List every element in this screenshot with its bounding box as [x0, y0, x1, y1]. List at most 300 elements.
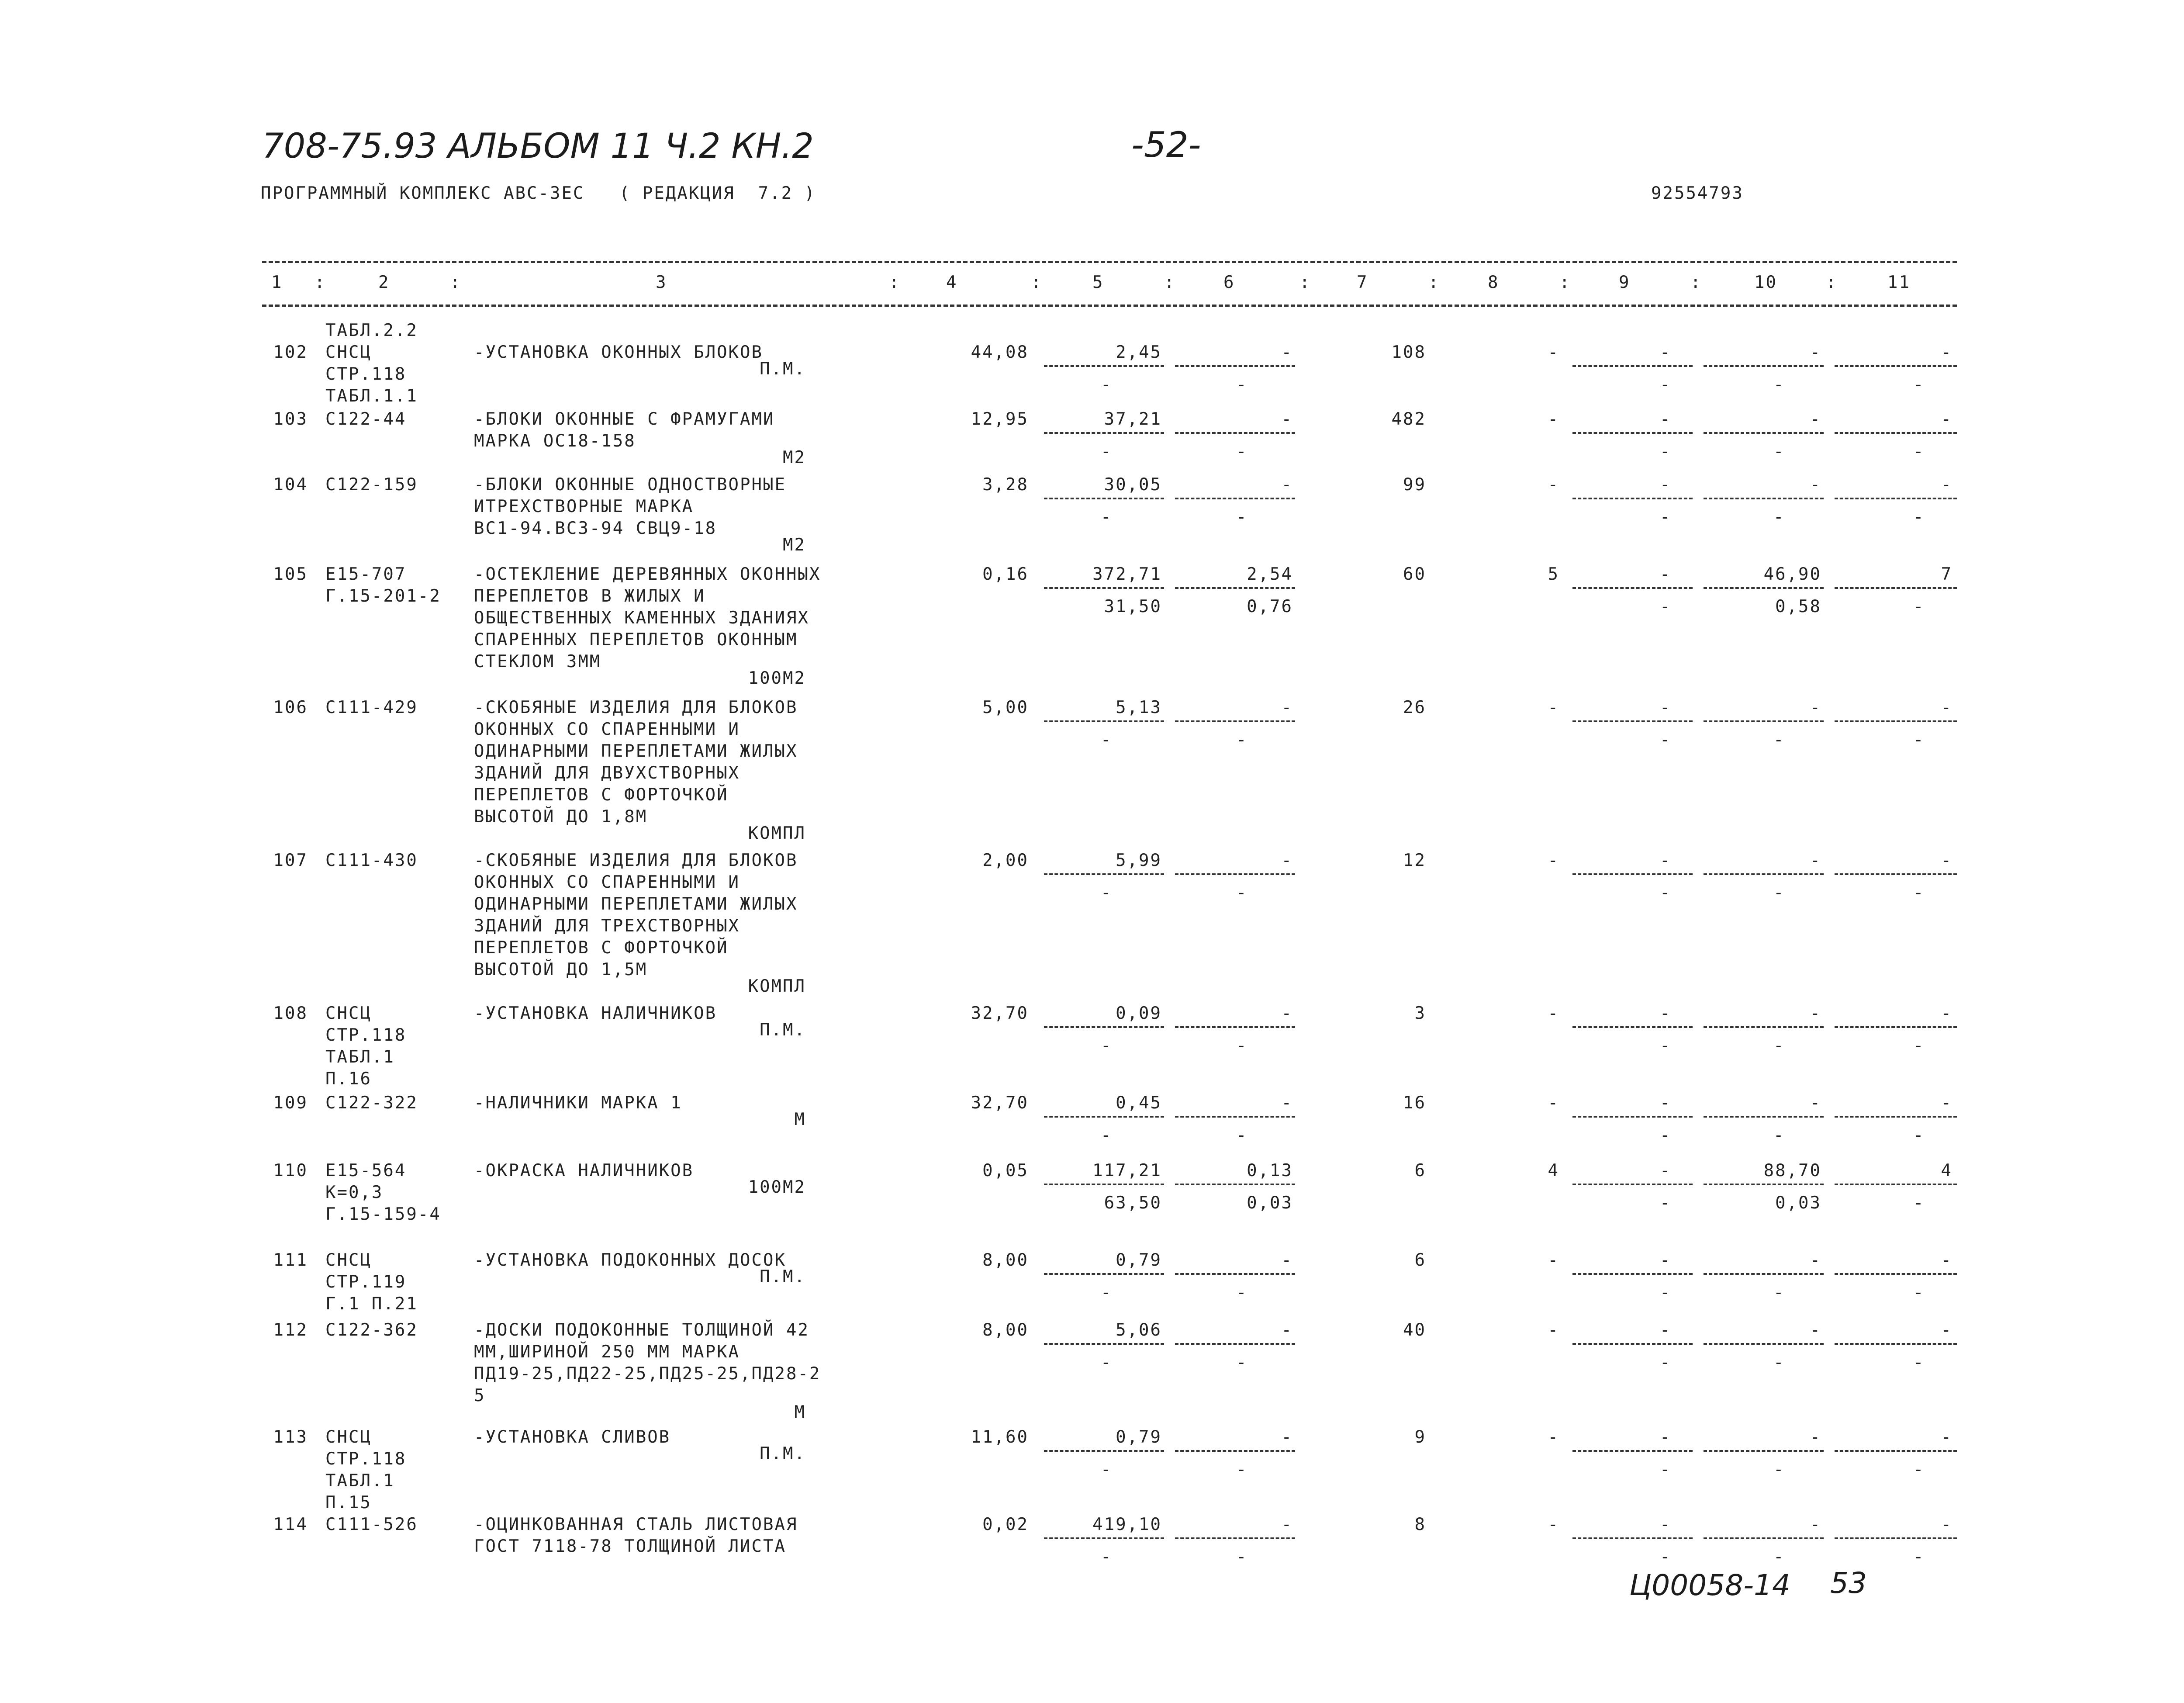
value-separator-rule — [1175, 1273, 1295, 1275]
value-separator-rule — [1175, 1184, 1295, 1185]
row-description: -СКОБЯНЫЕ ИЗДЕЛИЯ ДЛЯ БЛОКОВ — [474, 698, 798, 717]
row-description: ОДИНАРНЫМИ ПЕРЕПЛЕТАМИ ЖИЛЫХ — [474, 894, 798, 914]
col6-secondary-dash: - — [1236, 1547, 1248, 1567]
row-number: 108 — [273, 1004, 308, 1023]
row-number: 110 — [273, 1161, 308, 1180]
value-separator-rule — [1704, 720, 1824, 722]
row-code: СНСЦ — [325, 1427, 372, 1447]
value-separator-rule — [1572, 1026, 1693, 1028]
row-description: ВЫСОТОЙ ДО 1,5М — [474, 960, 648, 980]
row-unit: М2 — [783, 535, 806, 555]
row-number: 112 — [273, 1320, 308, 1340]
value-separator-rule — [1835, 1273, 1957, 1275]
row-code: Г.1 П.21 — [325, 1294, 418, 1314]
col11-value: - — [1941, 1093, 1952, 1113]
col5-value: 0,09 — [1116, 1004, 1162, 1023]
col6-value: 0,13 — [1247, 1161, 1293, 1180]
col6-secondary-value: 0,03 — [1247, 1193, 1293, 1213]
col10-secondary-dash: - — [1773, 1460, 1785, 1479]
row-description: ОКОННЫХ СО СПАРЕННЫМИ И — [474, 872, 740, 892]
col11-secondary-dash: - — [1913, 1036, 1925, 1056]
col9-secondary-dash: - — [1660, 883, 1672, 903]
col5-value: 0,79 — [1116, 1250, 1162, 1270]
value-separator-rule — [1044, 587, 1164, 589]
row-description: 5 — [474, 1386, 486, 1405]
col6-value: - — [1281, 409, 1293, 429]
col10-value: - — [1810, 1250, 1821, 1270]
row-code: ТАБЛ.1.1 — [325, 386, 418, 406]
row-unit: 100М2 — [748, 668, 806, 688]
col10-value: - — [1810, 1320, 1821, 1340]
value-separator-rule — [1835, 1537, 1957, 1539]
col6-value: - — [1281, 343, 1293, 362]
value-separator-rule — [1572, 873, 1693, 875]
row-code: Е15-707 — [325, 564, 407, 584]
col5-value: 30,05 — [1104, 475, 1162, 495]
col9-secondary-dash: - — [1660, 1036, 1672, 1056]
col9-secondary-dash: - — [1660, 1283, 1672, 1302]
column-separator: : — [314, 273, 326, 292]
row-unit: М — [794, 1402, 806, 1422]
col5-secondary-dash: - — [1101, 375, 1113, 395]
value-separator-rule — [1572, 1273, 1693, 1275]
row-unit: КОМПЛ — [748, 824, 806, 843]
column-header-7: 7 — [1357, 273, 1368, 292]
col5-secondary-dash: - — [1101, 1036, 1113, 1056]
value-separator-rule — [1835, 720, 1957, 722]
col7-value: 12 — [1403, 851, 1426, 870]
value-separator-rule — [1572, 1537, 1693, 1539]
row-code: С111-430 — [325, 851, 418, 870]
col5-secondary-dash: - — [1101, 730, 1113, 750]
col10-secondary-dash: - — [1773, 1036, 1785, 1056]
col9-secondary-dash: - — [1660, 375, 1672, 395]
row-code: П.16 — [325, 1069, 372, 1089]
col6-value: - — [1281, 1004, 1293, 1023]
col11-value: - — [1941, 1515, 1952, 1534]
col8-value: - — [1548, 1004, 1559, 1023]
col11-value: - — [1941, 1427, 1952, 1447]
row-description: -БЛОКИ ОКОННЫЕ ОДНОСТВОРНЫЕ — [474, 475, 786, 495]
column-header-10: 10 — [1754, 273, 1777, 292]
col8-value: 5 — [1548, 564, 1559, 584]
col11-secondary-dash: - — [1913, 1460, 1925, 1479]
row-description: -ОСТЕКЛЕНИЕ ДЕРЕВЯННЫХ ОКОННЫХ — [474, 564, 821, 584]
row-code: ТАБЛ.1 — [325, 1047, 395, 1067]
col5-secondary-value: 63,50 — [1104, 1193, 1162, 1213]
col11-secondary-dash: - — [1913, 442, 1925, 461]
col4-value: 11,60 — [971, 1427, 1029, 1447]
row-code: СТР.118 — [325, 1025, 407, 1045]
col9-secondary-dash: - — [1660, 597, 1672, 616]
col7-value: 6 — [1414, 1161, 1426, 1180]
col10-value: 88,70 — [1763, 1161, 1821, 1180]
row-code: СНСЦ — [325, 1004, 372, 1023]
col9-secondary-dash: - — [1660, 1547, 1672, 1567]
value-separator-rule — [1175, 498, 1295, 499]
col5-secondary-value: 31,50 — [1104, 597, 1162, 616]
row-number: 114 — [273, 1515, 308, 1534]
col4-value: 32,70 — [971, 1093, 1029, 1113]
col9-secondary-dash: - — [1660, 442, 1672, 461]
handwritten-page-number: 53 — [1830, 1566, 1867, 1600]
col5-value: 5,13 — [1116, 698, 1162, 717]
col9-secondary-dash: - — [1660, 1353, 1672, 1372]
row-unit: П.М. — [760, 1267, 806, 1287]
row-number: 106 — [273, 698, 308, 717]
col8-value: 4 — [1548, 1161, 1559, 1180]
value-separator-rule — [1175, 1026, 1295, 1028]
row-description: -НАЛИЧНИКИ МАРКА 1 — [474, 1093, 682, 1113]
row-code: СНСЦ — [325, 343, 372, 362]
col5-secondary-dash: - — [1101, 442, 1113, 461]
col8-value: - — [1548, 475, 1559, 495]
col4-value: 12,95 — [971, 409, 1029, 429]
value-separator-rule — [1704, 1273, 1824, 1275]
column-separator: : — [1559, 273, 1571, 292]
col10-value: - — [1810, 851, 1821, 870]
col8-value: - — [1548, 851, 1559, 870]
col8-value: - — [1548, 1515, 1559, 1534]
col6-value: 2,54 — [1247, 564, 1293, 584]
col9-secondary-dash: - — [1660, 1193, 1672, 1213]
col10-secondary-dash: - — [1773, 507, 1785, 527]
col10-value: 46,90 — [1763, 564, 1821, 584]
column-header-3: 3 — [656, 273, 667, 292]
col11-secondary-dash: - — [1913, 507, 1925, 527]
value-separator-rule — [1704, 873, 1824, 875]
col6-secondary-dash: - — [1236, 507, 1248, 527]
col10-value: - — [1810, 475, 1821, 495]
row-code: С111-429 — [325, 698, 418, 717]
col9-value: - — [1660, 1515, 1672, 1534]
column-header-6: 6 — [1223, 273, 1235, 292]
col9-value: - — [1660, 698, 1672, 717]
col4-value: 5,00 — [982, 698, 1029, 717]
value-separator-rule — [1704, 432, 1824, 434]
row-description: ЗДАНИЙ ДЛЯ ДВУХСТВОРНЫХ — [474, 763, 740, 783]
value-separator-rule — [1572, 1343, 1693, 1345]
col11-secondary-dash: - — [1913, 1353, 1925, 1372]
value-separator-rule — [1044, 720, 1164, 722]
col6-secondary-dash: - — [1236, 1125, 1248, 1145]
col6-value: - — [1281, 1093, 1293, 1113]
col6-value: - — [1281, 1427, 1293, 1447]
column-header-1: 1 — [271, 273, 283, 292]
col5-secondary-dash: - — [1101, 1125, 1113, 1145]
row-number: 104 — [273, 475, 308, 495]
row-code: С122-44 — [325, 409, 407, 429]
value-separator-rule — [1044, 1273, 1164, 1275]
col10-secondary-dash: - — [1773, 1353, 1785, 1372]
row-description: -ДОСКИ ПОДОКОННЫЕ ТОЛЩИНОЙ 42 — [474, 1320, 809, 1340]
col4-value: 3,28 — [982, 475, 1029, 495]
row-description: -БЛОКИ ОКОННЫЕ С ФРАМУГАМИ — [474, 409, 775, 429]
col6-value: - — [1281, 1250, 1293, 1270]
col9-secondary-dash: - — [1660, 1460, 1672, 1479]
col10-secondary-dash: - — [1773, 730, 1785, 750]
column-separator: : — [1299, 273, 1311, 292]
col10-value: - — [1810, 1515, 1821, 1534]
row-code: С122-322 — [325, 1093, 418, 1113]
col4-value: 44,08 — [971, 343, 1029, 362]
row-description: ПЕРЕПЛЕТОВ В ЖИЛЫХ И — [474, 586, 705, 606]
value-separator-rule — [1835, 587, 1957, 589]
row-code: Е15-564 — [325, 1161, 407, 1180]
value-separator-rule — [1572, 365, 1693, 367]
col5-secondary-dash: - — [1101, 1460, 1113, 1479]
value-separator-rule — [1044, 873, 1164, 875]
col4-value: 0,05 — [982, 1161, 1029, 1180]
row-description: -УСТАНОВКА НАЛИЧНИКОВ — [474, 1004, 717, 1023]
col4-value: 8,00 — [982, 1250, 1029, 1270]
value-separator-rule — [1175, 432, 1295, 434]
value-separator-rule — [1704, 498, 1824, 499]
row-description: -ОКРАСКА НАЛИЧНИКОВ — [474, 1161, 694, 1180]
col10-value: - — [1810, 1093, 1821, 1113]
column-separator: : — [1031, 273, 1043, 292]
col5-value: 117,21 — [1092, 1161, 1162, 1180]
value-separator-rule — [1044, 365, 1164, 367]
col8-value: - — [1548, 1250, 1559, 1270]
value-separator-rule — [1704, 1343, 1824, 1345]
col9-secondary-dash: - — [1660, 730, 1672, 750]
value-separator-rule — [1044, 1026, 1164, 1028]
col10-secondary-dash: - — [1773, 1547, 1785, 1567]
value-separator-rule — [1835, 873, 1957, 875]
col8-value: - — [1548, 343, 1559, 362]
row-code: СТР.119 — [325, 1272, 407, 1292]
col11-value: - — [1941, 475, 1952, 495]
col9-value: - — [1660, 564, 1672, 584]
row-unit: М — [794, 1110, 806, 1129]
col6-secondary-dash: - — [1236, 442, 1248, 461]
col5-secondary-dash: - — [1101, 883, 1113, 903]
col6-secondary-value: 0,76 — [1247, 597, 1293, 616]
column-separator: : — [1428, 273, 1440, 292]
col11-value: - — [1941, 1320, 1952, 1340]
row-description: ВС1-94.ВС3-94 СВЦ9-18 — [474, 519, 717, 538]
col5-value: 0,79 — [1116, 1427, 1162, 1447]
col7-value: 60 — [1403, 564, 1426, 584]
row-code: ТАБЛ.1 — [325, 1471, 395, 1491]
col6-value: - — [1281, 698, 1293, 717]
col9-secondary-dash: - — [1660, 1125, 1672, 1145]
col10-secondary-value: 0,03 — [1775, 1193, 1821, 1213]
value-separator-rule — [1572, 587, 1693, 589]
col11-value: 7 — [1941, 564, 1952, 584]
col7-value: 16 — [1403, 1093, 1426, 1113]
col8-value: - — [1548, 1093, 1559, 1113]
value-separator-rule — [1572, 1450, 1693, 1452]
value-separator-rule — [1835, 432, 1957, 434]
col7-value: 482 — [1391, 409, 1426, 429]
col11-secondary-dash: - — [1913, 1193, 1925, 1213]
col6-secondary-dash: - — [1236, 1036, 1248, 1056]
column-header-2: 2 — [378, 273, 390, 292]
col8-value: - — [1548, 1320, 1559, 1340]
col10-value: - — [1810, 1004, 1821, 1023]
row-description: СТЕКЛОМ 3ММ — [474, 652, 601, 672]
value-separator-rule — [1572, 1184, 1693, 1185]
row-unit: П.М. — [760, 1020, 806, 1040]
col9-value: - — [1660, 1004, 1672, 1023]
value-separator-rule — [1175, 873, 1295, 875]
col6-value: - — [1281, 851, 1293, 870]
row-code: С111-526 — [325, 1515, 418, 1534]
row-number: 107 — [273, 851, 308, 870]
row-code: СНСЦ — [325, 1250, 372, 1270]
value-separator-rule — [1704, 1026, 1824, 1028]
row-description: -УСТАНОВКА ПОДОКОННЫХ ДОСОК — [474, 1250, 786, 1270]
col11-secondary-dash: - — [1913, 1125, 1925, 1145]
column-separator: : — [1826, 273, 1838, 292]
value-separator-rule — [1835, 498, 1957, 499]
col10-secondary-dash: - — [1773, 1125, 1785, 1145]
row-unit: П.М. — [760, 359, 806, 379]
col9-value: - — [1660, 1093, 1672, 1113]
value-separator-rule — [1175, 1450, 1295, 1452]
row-code: СТР.118 — [325, 364, 407, 384]
row-pre-label: ТАБЛ.2.2 — [325, 321, 418, 340]
row-number: 102 — [273, 343, 308, 362]
col5-value: 5,06 — [1116, 1320, 1162, 1340]
col7-value: 99 — [1403, 475, 1426, 495]
value-separator-rule — [1572, 432, 1693, 434]
col5-value: 37,21 — [1104, 409, 1162, 429]
column-header-9: 9 — [1619, 273, 1631, 292]
value-separator-rule — [1044, 1184, 1164, 1185]
program-line: ПРОГРАММНЫЙ КОМПЛЕКС АВС-3ЕС ( РЕДАКЦИЯ 7.2 ) — [261, 183, 816, 203]
col11-secondary-dash: - — [1913, 1283, 1925, 1302]
col10-value: - — [1810, 1427, 1821, 1447]
page-marker: -52- — [1131, 125, 1201, 165]
row-description: -УСТАНОВКА ОКОННЫХ БЛОКОВ — [474, 343, 763, 362]
value-separator-rule — [1044, 1450, 1164, 1452]
col6-secondary-dash: - — [1236, 730, 1248, 750]
value-separator-rule — [1835, 1450, 1957, 1452]
col11-value: - — [1941, 851, 1952, 870]
value-separator-rule — [1835, 1116, 1957, 1118]
col4-value: 0,02 — [982, 1515, 1029, 1534]
col5-secondary-dash: - — [1101, 1353, 1113, 1372]
col9-value: - — [1660, 343, 1672, 362]
row-number: 109 — [273, 1093, 308, 1113]
value-separator-rule — [1572, 498, 1693, 499]
col5-secondary-dash: - — [1101, 1283, 1113, 1302]
column-separator: : — [1164, 273, 1176, 292]
col11-value: - — [1941, 1250, 1952, 1270]
col7-value: 26 — [1403, 698, 1426, 717]
col5-value: 0,45 — [1116, 1093, 1162, 1113]
col7-value: 9 — [1414, 1427, 1426, 1447]
col9-value: - — [1660, 1250, 1672, 1270]
col6-value: - — [1281, 475, 1293, 495]
value-separator-rule — [1175, 365, 1295, 367]
col5-value: 5,99 — [1116, 851, 1162, 870]
col9-value: - — [1660, 851, 1672, 870]
col7-value: 8 — [1414, 1515, 1426, 1534]
col6-value: - — [1281, 1515, 1293, 1534]
col4-value: 32,70 — [971, 1004, 1029, 1023]
row-code: К=0,3 — [325, 1183, 384, 1202]
row-description: ПЕРЕПЛЕТОВ С ФОРТОЧКОЙ — [474, 938, 729, 958]
col9-value: - — [1660, 1427, 1672, 1447]
value-separator-rule — [1704, 587, 1824, 589]
value-separator-rule — [1175, 587, 1295, 589]
row-code: П.15 — [325, 1493, 372, 1513]
col10-value: - — [1810, 343, 1821, 362]
row-description: ММ,ШИРИНОЙ 250 ММ МАРКА — [474, 1342, 740, 1362]
row-unit: 100М2 — [748, 1177, 806, 1197]
handwritten-title: 708-75.93 АЛЬБОМ 11 Ч.2 КН.2 — [262, 127, 814, 166]
col11-secondary-dash: - — [1913, 375, 1925, 395]
row-number: 103 — [273, 409, 308, 429]
row-description: ГОСТ 7118-78 ТОЛЩИНОЙ ЛИСТА — [474, 1537, 786, 1556]
col10-value: - — [1810, 698, 1821, 717]
row-description: ОБЩЕСТВЕННЫХ КАМЕННЫХ ЗДАНИЯХ — [474, 608, 809, 628]
value-separator-rule — [1044, 498, 1164, 499]
row-description: МАРКА ОС18-158 — [474, 431, 636, 451]
value-separator-rule — [1704, 1537, 1824, 1539]
col5-value: 372,71 — [1092, 564, 1162, 584]
col5-secondary-dash: - — [1101, 1547, 1113, 1567]
column-header-11: 11 — [1887, 273, 1911, 292]
col7-value: 6 — [1414, 1250, 1426, 1270]
row-description: ВЫСОТОЙ ДО 1,8М — [474, 807, 648, 827]
col11-secondary-dash: - — [1913, 1547, 1925, 1567]
row-description: ЗДАНИЙ ДЛЯ ТРЕХСТВОРНЫХ — [474, 916, 740, 936]
column-separator: : — [1690, 273, 1702, 292]
row-code: Г.15-201-2 — [325, 586, 441, 606]
col11-value: - — [1941, 409, 1952, 429]
row-number: 113 — [273, 1427, 308, 1447]
col10-secondary-dash: - — [1773, 883, 1785, 903]
doc-number: 92554793 — [1651, 183, 1744, 203]
row-description: ПЕРЕПЛЕТОВ С ФОРТОЧКОЙ — [474, 785, 729, 805]
value-separator-rule — [1044, 1537, 1164, 1539]
column-separator: : — [450, 273, 462, 292]
value-separator-rule — [1835, 1026, 1957, 1028]
col9-value: - — [1660, 1320, 1672, 1340]
row-description: -СКОБЯНЫЕ ИЗДЕЛИЯ ДЛЯ БЛОКОВ — [474, 851, 798, 870]
row-unit: П.М. — [760, 1444, 806, 1464]
value-separator-rule — [1175, 1116, 1295, 1118]
col4-value: 8,00 — [982, 1320, 1029, 1340]
col11-secondary-dash: - — [1913, 597, 1925, 616]
col7-value: 108 — [1391, 343, 1426, 362]
col8-value: - — [1548, 1427, 1559, 1447]
column-header-4: 4 — [946, 273, 958, 292]
col11-secondary-dash: - — [1913, 883, 1925, 903]
handwritten-ref: Ц00058-14 — [1629, 1568, 1790, 1602]
col5-value: 419,10 — [1092, 1515, 1162, 1534]
row-description: ОДИНАРНЫМИ ПЕРЕПЛЕТАМИ ЖИЛЫХ — [474, 741, 798, 761]
row-description: СПАРЕННЫХ ПЕРЕПЛЕТОВ ОКОННЫМ — [474, 630, 798, 650]
value-separator-rule — [1704, 1116, 1824, 1118]
col4-value: 0,16 — [982, 564, 1029, 584]
column-separator: : — [889, 273, 901, 292]
value-separator-rule — [1572, 720, 1693, 722]
col6-value: - — [1281, 1320, 1293, 1340]
col10-secondary-dash: - — [1773, 442, 1785, 461]
row-description: -УСТАНОВКА СЛИВОВ — [474, 1427, 671, 1447]
value-separator-rule — [1572, 1116, 1693, 1118]
row-code: С122-159 — [325, 475, 418, 495]
col11-value: - — [1941, 1004, 1952, 1023]
row-code: СТР.118 — [325, 1449, 407, 1469]
col6-secondary-dash: - — [1236, 1353, 1248, 1372]
